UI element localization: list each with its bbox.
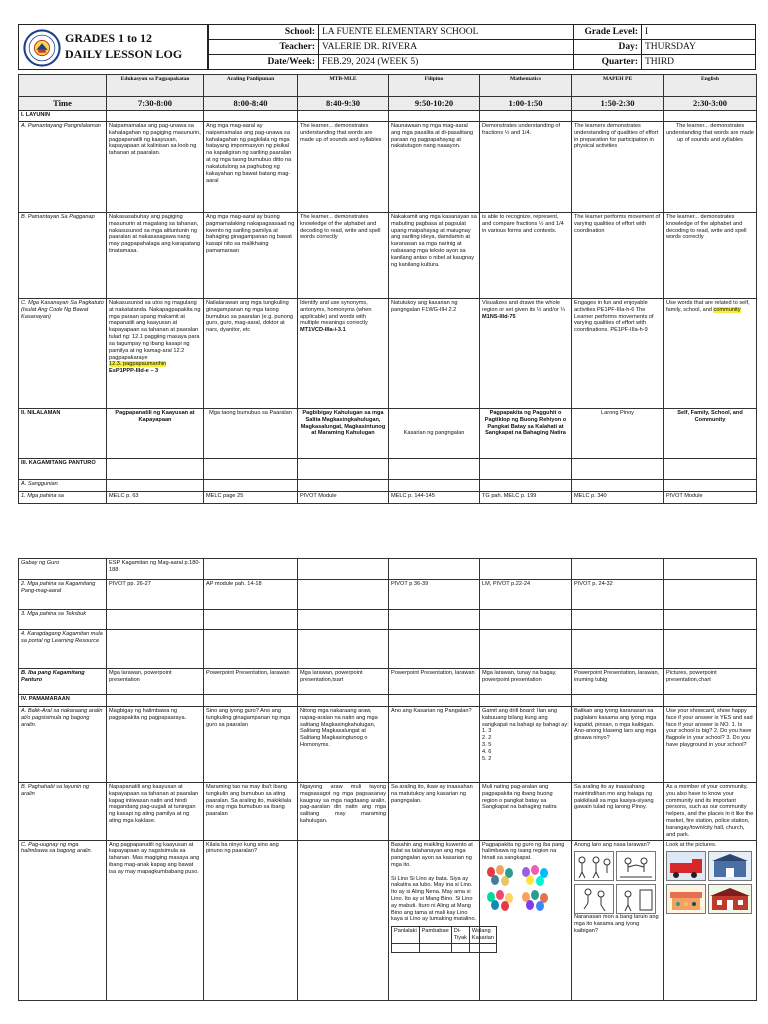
grade-value: I <box>642 25 756 40</box>
pe-question: Anong laro ang nasa larawan? <box>574 841 650 848</box>
school-label: School: <box>209 25 319 40</box>
cell: Magbigay ng halimbawa ng pagpapakita ng pagpapaaraya. <box>107 707 204 783</box>
cell: Naipamamalas ang pag-unawa sa kahalagahan ng pagiging masunurin, pagpapanatili ng kaayusan, kapayapaan at kalinisan sa loob ng tahanan at paaralan. <box>107 122 204 213</box>
lesson-table-page-2 <box>18 558 757 1001</box>
row-iba-pang-kagamitan <box>19 669 757 695</box>
cell: The learner... demonstrates understanding that words are made up of sounds and syllables <box>298 122 389 213</box>
police-station-image <box>708 851 752 881</box>
subject-mapeh: MAPEH PE <box>572 75 664 97</box>
row-pahina-gabay <box>19 492 757 504</box>
cell: Engages in fun and enjoyable activities PE1PF-IIIa-h-6 The Learner performs movements of varying qualities of effort with coordinations. PE1PF-IIIa-h-9 <box>572 299 664 409</box>
row-label: 1. Mga pahina sa <box>19 492 107 504</box>
row-paghahabi <box>19 783 757 841</box>
time-ap: 8:00-8:40 <box>204 97 298 111</box>
cell: Mga taong bumubuo sa Paaralan <box>204 409 298 459</box>
time-esp: 7:30-8:00 <box>107 97 204 111</box>
time-filipino: 9:50-10:20 <box>389 97 480 111</box>
math-text: Visualizes and draws the whole region or set given its ½ and/or ¼ <box>482 300 566 313</box>
title-box <box>18 24 208 70</box>
cell: Kilala ba ninyo kung sino ang pinuno ng paaralan? <box>204 840 298 1000</box>
math-item: 5. 2 <box>482 755 492 762</box>
title-daily-lesson-log: DAILY LESSON LOG <box>65 47 183 61</box>
children-game-image <box>616 851 656 881</box>
cell: Ano ang Kasarian ng Pangalan? <box>389 707 480 783</box>
mtb-text: Identify and use synonyms, antonyms, homonyms (when applicable) and words with multiple meanings correctly <box>300 300 372 327</box>
cell: As a member of your community, you also have to know your community and its important persons, such as our community helpers, and the places in it like the market, fire station, police station, barangay/town/city hall, church, and park. <box>664 783 757 841</box>
row-label: A. Sanggunian <box>19 480 107 492</box>
fire-truck-image <box>666 851 706 881</box>
grade-label: Grade Level: <box>574 25 642 40</box>
row-label: B. Pamantayan Sa Pagganap <box>19 213 107 299</box>
cell: Powerpoint Presentation, larawan, inuming tubig <box>572 669 664 695</box>
row-pag-uugnay <box>19 840 757 1000</box>
cell: Nakasasabuhay ang pagiging masunurin at magalang sa tahanan, nakasusunod sa mga alituntunin ng paaralan at nakasasagawa nang may pagpapahalaga ang karapatang tinatamasa. <box>107 213 204 299</box>
cell: Maraming tao na may iba't ibang tungkulin ang bumubuo sa ating paaralan. Sa araling ito, makikilala mo ang mga bumubuo sa ibang paaralan <box>204 783 298 841</box>
row-label: A. Balik-Aral sa nakaraang aralin at/o pagsisimula ng bagong aralin. <box>19 707 107 783</box>
cell: Pagbibigay Kahulugan sa mga Salita Magkasingkahulugan, Magkasalungat, Magkasintunog at Maraming Kahulugan <box>298 409 389 459</box>
children-playing-image <box>574 851 614 881</box>
cell: Sino ang iyong guro? Ano ang tungkuling ginagampanan ng mga guro sa paaralan <box>204 707 298 783</box>
balloon-bunch-image <box>520 865 552 887</box>
math-item: 2. 2 <box>482 735 492 742</box>
balloon-bunch-image <box>485 865 517 887</box>
deped-seal-icon <box>23 29 61 67</box>
market-image <box>666 884 706 914</box>
cell <box>298 299 389 409</box>
row-label: 2. Mga pahina sa Kagamitang Pang-mag-aaral <box>19 580 107 610</box>
cell: Mga larawan, powerpoint presentation <box>107 669 204 695</box>
cell: Natutukoy ang kasarian ng pangngalan F1WG-IIH 2.2 <box>389 299 480 409</box>
esp-highlight: 12.3. pagpapaumanhin <box>109 361 167 368</box>
cell <box>664 299 757 409</box>
time-mapeh: 1:50-2:30 <box>572 97 664 111</box>
cell: Nitong mga nakaraang araw, napag-aralan na natin ang mga salitang Magkasingkahulugan, Salitang Magkasalungat at Salitang Magkasingtunog o Homonyms. <box>298 707 389 783</box>
cell: ESP Kagamitan ng Mag-aaral p.180-188 <box>107 559 204 580</box>
row-balik-aral <box>19 707 757 783</box>
subject-filipino: Filipino <box>389 75 480 97</box>
row-label: Gabay ng Guro <box>19 559 107 580</box>
cell <box>107 299 204 409</box>
cell: PIVOT Module <box>664 492 757 504</box>
cell: LM, PIVOT p.22-24 <box>480 580 572 610</box>
cell <box>480 299 572 409</box>
row-pamantayang-pangnilalaman <box>19 122 757 213</box>
cell: Self, Family, School, and Community <box>664 409 757 459</box>
kasarian-header: Walang Kasarian <box>469 927 496 944</box>
row-label: 3. Mga pahina sa Teksbuk <box>19 610 107 630</box>
row-label: IV. PAMAMARAAN <box>19 695 107 707</box>
cell: Ang mga mag-aaral ay buong pagmamalaking nakapagsasaad ng kwento ng sariling pamilya at bahaging ginagampanan ng bawat kasapi nito sa malikhaing pamamaraan <box>204 213 298 299</box>
cell: TG pah. MELC p. 199 <box>480 492 572 504</box>
time-math: 1:00-1:50 <box>480 97 572 111</box>
cell: MELC page 25 <box>204 492 298 504</box>
kasarian-header: Panlalaki <box>392 927 420 944</box>
kasarian-header: Di-Tiyak <box>451 927 469 944</box>
kasarian-header: Pambabae <box>419 927 451 944</box>
math-text: Pagpapakita ng guro ng iba pang halimbawa ng isang region na hinati sa sangkapat. <box>482 841 565 862</box>
math-item: 1. 3 <box>482 728 492 735</box>
cell: Mga larawan, powerpoint presentation,tsart <box>298 669 389 695</box>
esp-code: EsP1PPP-IIId-e – 3 <box>109 368 159 375</box>
teacher-value: VALERIE DR. RIVERA <box>319 40 574 55</box>
date-value: FEB.29, 2024 (WEEK 5) <box>319 55 574 70</box>
balloon-bunch-image <box>485 890 517 912</box>
cell: PIVOT pp. 26-27 <box>107 580 204 610</box>
cell: Nakakamit ang mga kasanayan sa mabuting pagbasa at pagsulat upang maipahayag at maiugnay ang sariling ideya, damdamin at karanasan sa mga narinig at nabasang mga teksto ayon sa kanilang antas o nibel at kaugnay ng kanilang kultura. <box>389 213 480 299</box>
school-building-image <box>708 884 752 914</box>
cell: Ang mga mag-aaral ay naipamamalas ang pag-unawa sa kahalagahan ng pagkilala ng mga batayang impormasyon ng pisikal na kapaligiran ng sariling paaralan at ng mga taong bumubuo ditto na nakatutulong sa paghubog ng kakayahan ng bawat batang mag-aaral <box>204 122 298 213</box>
cell: Pictures, powerpoint presentation,chart <box>664 669 757 695</box>
cell: Pagpapakita ng Pagguhit o Pagtiklop ng Buong Rehiyon o Pangkat Batay sa Kalahati at Sangkapat na Bahaging Natira <box>480 409 572 459</box>
cell: The learner... demonstrates understanding that words are made up of sounds and syllables <box>664 122 757 213</box>
cell: PIVOT Module <box>298 492 389 504</box>
row-label: II. NILALAMAN <box>19 409 107 459</box>
cell: Sa araling ito ay inaasahang maintindihan mo ang halaga ng pakikilaali sa mga kasiya-siyang gawain tulad ng larong Pinoy. <box>572 783 664 841</box>
cell: is able to recognize, represent, and compare fractions ½ and 1/4 in various forms and contexts. <box>480 213 572 299</box>
cell: Sa araling ito, ikaw ay inaasahan na matutukoy ang kasarian ng pangngalan. <box>389 783 480 841</box>
cell: The learner... demonstrates knowledge of the alphabet and decoding to read, write and spell words correctly <box>298 213 389 299</box>
cell: Demonstrates understanding of fractions ½ and 1/4. <box>480 122 572 213</box>
time-english: 2:30-3:00 <box>664 97 757 111</box>
cell <box>389 840 494 1000</box>
math-item: 3. 5 <box>482 742 492 749</box>
math-code: M1NS-IIId-75 <box>482 313 516 320</box>
kids-hide-and-seek-image <box>616 884 656 914</box>
math-item: 4. 6 <box>482 748 492 755</box>
cell: Powerpoint Presentation, larawan <box>389 669 480 695</box>
fil-story: Si Lino Si Lino ay bata. Siya ay nakatira sa lubo. May ina si Lino. Ito ay si Aling Nena. May ama si Lino. Ito ay si Mang Bino. Si Lino ay mabuti. Ituro ni Aling at Mang Bino ang tama at mali kay Lino kaya si Lino ay lumaking matalino. <box>391 875 477 923</box>
teacher-label: Teacher: <box>209 40 319 55</box>
cell: Balikan ang iyong karanasan sa paglalaro kasama ang iyong mga kapatid, pinsan, o mga kaibigan. Ano-anong klaseng laro ang mga ginawa ninyo? <box>572 707 664 783</box>
cell: Nailalarawan ang mga tungkuling ginagampanan ng mga taong bumubuo sa paaralan (e.g. punong guro, guro, mag-aaral, doktor at nars, dyanitor, etc <box>204 299 298 409</box>
cell: The learner... demonstrates knowledge of the alphabet and decoding to read, write and spell words correctly <box>664 213 757 299</box>
cell: Muli nating pag-aralan ang pagpapakita ng ibang buong region o pangkat batay sa Sangkapat na bahaging natira <box>480 783 572 841</box>
cell <box>480 707 572 783</box>
row-pamantayan-sa-pagganap <box>19 213 757 299</box>
cell <box>572 840 664 1000</box>
subject-ap: Araling Panlipunan <box>204 75 298 97</box>
cell: Larong Pinoy <box>572 409 664 459</box>
cell: PIVOT p 36-39 <box>389 580 480 610</box>
row-nilalaman <box>19 409 757 459</box>
quarter-label: Quarter: <box>574 55 642 70</box>
section-layunin: I. LAYUNIN <box>19 111 107 122</box>
school-value: LA FUENTE ELEMENTARY SCHOOL <box>319 25 574 40</box>
kids-jumping-image <box>574 884 614 914</box>
cell: Kasarian ng pangngalan <box>389 409 480 459</box>
row-label: B. Paghahabi sa layunin ng aralin <box>19 783 107 841</box>
subject-math: Mathematics <box>480 75 572 97</box>
row-label: C. Pag-uugnay ng mga halimbawa sa bagong aralin. <box>19 840 107 1000</box>
cell: Ang pagpapanatili ng kaayusan at kapayapaan ay nagsisimula sa tahanan. Mas magiging masaya ang ibang mag-anak kapag ang bawat isa ay may mapagkumbabang puso. <box>107 840 204 1000</box>
cell: Naunawaan ng mga mag-aaral ang mga pasalita at di-pasalitang paraan ng pagpapahayag at nakatutugon nang naaayon. <box>389 122 480 213</box>
cell: MELC p. 340 <box>572 492 664 504</box>
cell: Ngayong araw muli tayong magsasagot ng mga pagsasanay kaugnay sa mga nagdaang aralin, pag-aaralan din natin ang mga salitang may maraming kahulugan. <box>298 783 389 841</box>
cell: Mga larawan, tunay na bagay, powerpoint presentation <box>480 669 572 695</box>
cell: The learners demonstrates understanding of qualities of effort in preparation for participation in physical activities <box>572 122 664 213</box>
cell: Pagpapanatili ng Kaayusan at Kapayapaan <box>107 409 204 459</box>
esp-text: Nakasusunod sa utos ng magulang at nakatatanda. Nakapagpapakita ng mga paraan upang makamit at mapanatili ang kaayusan at kapayapaan sa tahanan at paaralan tulad ng: 12.1 paggiing masaya para sa tagumpay ng ibang kasapi ng pamilya at ng kamag-aral 12.2 pagpapakaraye <box>109 300 201 361</box>
cell <box>664 840 757 1000</box>
eng-text: Use words that are related to self, family, school, and <box>666 300 750 313</box>
pe-after: Naranasan mon a bang laruin ang mga ito kasama ang iyong kaibigan? <box>574 914 659 934</box>
time-label: Time <box>19 97 107 111</box>
balloon-pictures <box>485 865 569 912</box>
day-label: Day: <box>574 40 642 55</box>
day-value: THURSDAY <box>642 40 756 55</box>
cell: MELC p. 144-145 <box>389 492 480 504</box>
eng-text: Look at the pictures. <box>666 841 717 848</box>
subject-english: English <box>664 75 757 97</box>
cell: Use your showcard, show happy face if your answer is YES and sad face if your answer is NO. 1. Is your school is big? 2. Do you have flagpole in your school? 3. Do you have playground in your school? <box>664 707 757 783</box>
row-kagamitang-pang-mag-aaral <box>19 580 757 610</box>
subject-esp: Edukasyon sa Pagpapakatao <box>107 75 204 97</box>
cell: The learner performs movement of varying qualities of effort with coordination <box>572 213 664 299</box>
row-label: A. Pamantayang Pangnilalaman <box>19 122 107 213</box>
row-label: 4. Karagdagang Kagamitan mula sa portal ng Learning Resource <box>19 630 107 669</box>
row-label: C. Mga Kasanayan Sa Pagkatuto (Isulat Ang Code Ng Bawat Kasanayan) <box>19 299 107 409</box>
eng-highlight: community <box>713 306 741 313</box>
math-intro: Gamit ang drill board: Ilan ang kabuuang bilang kung ang sangkapat na bahagi ay bahagi ay: <box>482 708 569 728</box>
cell <box>480 840 572 1000</box>
row-mga-kasanayan <box>19 299 757 409</box>
balloon-bunch-image <box>520 890 552 912</box>
cell: PIVOT p. 24-32 <box>572 580 664 610</box>
fil-intro: Basahin ang maikling kuwento at itulat sa talahanayan ang mga pangngalan ayon sa kasarian ng mga ito. <box>391 841 473 868</box>
lesson-log-header <box>18 24 756 70</box>
lesson-table-page-1 <box>18 74 757 504</box>
subject-mtb: MTB-MLE <box>298 75 389 97</box>
title-grades: GRADES 1 to 12 <box>65 31 153 45</box>
mtb-code: MT1VCD-IIIa-i-3.1 <box>300 327 346 334</box>
time-mtb: 8:40-9:30 <box>298 97 389 111</box>
row-gabay-ng-guro <box>19 559 757 580</box>
cell: Napapanatili ang kaayusan at kapayapaan sa tahanan at paaralan kapag iniiwasan natin and hindi magandang pag-uugali at tuningan ng kasapi ng ating pamilya at ng ating mga kaklase. <box>107 783 204 841</box>
cell: AP module pah. 14-18 <box>204 580 298 610</box>
quarter-value: THIRD <box>642 55 756 70</box>
cell: MELC p. 63 <box>107 492 204 504</box>
info-table <box>208 24 756 70</box>
row-label: B. Iba pang Kagamitang Panturo <box>19 669 107 695</box>
cell: Powerpoint Presentation, larawan <box>204 669 298 695</box>
date-label: Date/Week: <box>209 55 319 70</box>
row-label: III. KAGAMITANG PANTURO <box>19 459 107 480</box>
